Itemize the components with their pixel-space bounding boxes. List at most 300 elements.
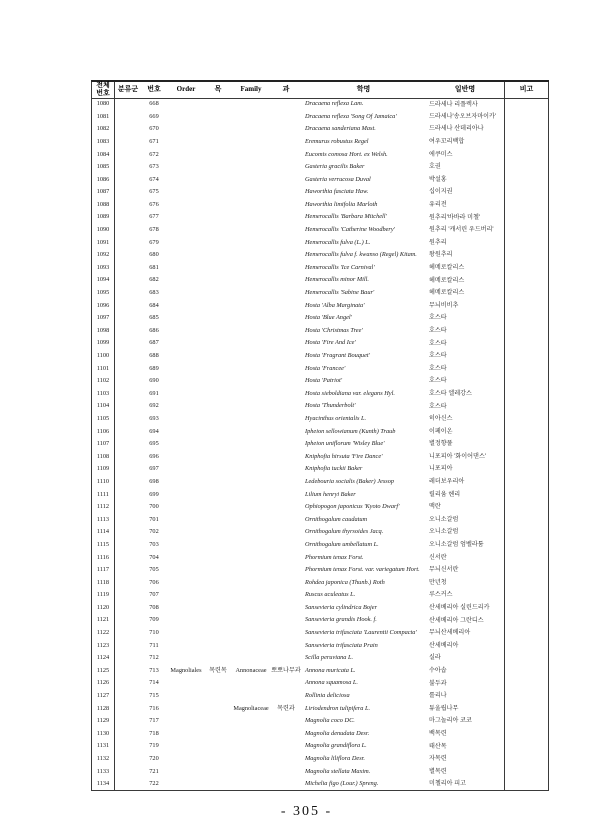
- remarks-cell: [505, 589, 549, 602]
- common-name-cell: 호권: [426, 161, 505, 174]
- no-cell: 671: [149, 137, 159, 145]
- family-cell: [231, 224, 271, 237]
- taxon-group-cell: [115, 375, 142, 388]
- family-kr-cell: [271, 312, 301, 325]
- common-name-cell: 호스타: [426, 312, 505, 325]
- table-row: [92, 211, 549, 224]
- order-cell: [167, 551, 205, 564]
- total-no-cell: 1089: [92, 211, 115, 224]
- common-name-cell: 헤메로칼리스: [426, 274, 505, 287]
- scientific-name-cell: Eucomis comosa Hort. ex Welsh.: [305, 150, 388, 158]
- common-name-cell: 호스타: [426, 400, 505, 413]
- order-kr-cell: [205, 627, 231, 640]
- remarks-cell: [505, 652, 549, 665]
- order-kr-cell: [205, 728, 231, 741]
- remarks-cell: [505, 249, 549, 262]
- remarks-cell: [505, 237, 549, 250]
- scientific-name-cell: Ornithogalum caudatum: [305, 515, 368, 523]
- order-cell: [167, 98, 205, 111]
- family-cell: [231, 400, 271, 413]
- order-kr-cell: [205, 337, 231, 350]
- order-cell: [167, 211, 205, 224]
- order-cell: [167, 375, 205, 388]
- order-kr-cell: [205, 677, 231, 690]
- remarks-cell: [505, 362, 549, 375]
- family-kr-cell: [271, 325, 301, 338]
- common-name-cell: 원추리 '캐서린 우드버리': [426, 224, 505, 237]
- family-kr-cell: [271, 551, 301, 564]
- order-cell: [167, 640, 205, 653]
- family-cell: [231, 488, 271, 501]
- taxon-group-cell: [115, 614, 142, 627]
- family-cell: [231, 577, 271, 590]
- order-cell: [167, 451, 205, 464]
- no-cell: 678: [149, 226, 159, 234]
- total-no-cell: 1117: [92, 564, 115, 577]
- table-header-row: [92, 81, 549, 98]
- family-kr-cell: [271, 690, 301, 703]
- taxon-group-cell: [115, 539, 142, 552]
- table-row: [92, 300, 549, 313]
- no-cell: 705: [149, 566, 159, 574]
- family-cell: [231, 287, 271, 300]
- total-no-cell: 1129: [92, 715, 115, 728]
- order-kr-cell: [205, 186, 231, 199]
- remarks-cell: [505, 438, 549, 451]
- remarks-cell: [505, 577, 549, 590]
- family-kr-cell: [271, 388, 301, 401]
- table-row: [92, 514, 549, 527]
- common-name-cell: 실라: [426, 652, 505, 665]
- family-cell: [231, 249, 271, 262]
- common-name-cell: 드라세나'송오브자마이카': [426, 111, 505, 124]
- table-row: [92, 161, 549, 174]
- scientific-name-cell: Gasteria verrucosa Duval: [305, 175, 371, 183]
- no-cell: 698: [149, 477, 159, 485]
- order-kr-cell: [205, 715, 231, 728]
- family-kr-cell: [271, 526, 301, 539]
- taxon-group-cell: [115, 211, 142, 224]
- taxon-group-cell: [115, 564, 142, 577]
- common-name-cell: 레더보우리아: [426, 476, 505, 489]
- table-row: [92, 715, 549, 728]
- common-name-cell: 미첼리아 피고: [426, 778, 505, 791]
- scientific-name-cell: Rollinia deliciosa: [305, 692, 350, 700]
- no-cell: 683: [149, 289, 159, 297]
- family-cell: [231, 325, 271, 338]
- remarks-cell: [505, 677, 549, 690]
- total-no-cell: 1090: [92, 224, 115, 237]
- common-name-cell: 니포피아: [426, 463, 505, 476]
- family-cell: [231, 765, 271, 778]
- no-cell: 681: [149, 263, 159, 271]
- scientific-name-cell: Ornithogalum thyrsoides Jacq.: [305, 528, 384, 536]
- family-cell: [231, 589, 271, 602]
- order-kr-cell: [205, 703, 231, 716]
- taxon-group-cell: [115, 715, 142, 728]
- scientific-name-cell: Hemerocallis 'Barbara Mitchell': [305, 213, 387, 221]
- remarks-cell: [505, 211, 549, 224]
- table-row: [92, 652, 549, 665]
- order-cell: [167, 438, 205, 451]
- family-kr-cell: [271, 123, 301, 136]
- family-cell: [231, 715, 271, 728]
- no-cell: 670: [149, 125, 159, 133]
- order-cell: [167, 337, 205, 350]
- remarks-cell: [505, 123, 549, 136]
- order-cell: [167, 287, 205, 300]
- common-name-cell: 호스타: [426, 375, 505, 388]
- taxon-group-cell: [115, 665, 142, 678]
- order-cell: [167, 539, 205, 552]
- family-cell: [231, 337, 271, 350]
- order-cell: [167, 703, 205, 716]
- scientific-name-cell: Hosta 'Blue Angel': [305, 314, 352, 322]
- order-kr-cell: [205, 463, 231, 476]
- family-kr-cell: [271, 237, 301, 250]
- taxon-group-cell: [115, 362, 142, 375]
- table-row: [92, 312, 549, 325]
- remarks-cell: [505, 614, 549, 627]
- family-cell: [231, 388, 271, 401]
- total-no-cell: 1084: [92, 148, 115, 161]
- remarks-cell: [505, 287, 549, 300]
- order-kr-cell: [205, 123, 231, 136]
- table-row: [92, 287, 549, 300]
- family-kr-cell: [271, 728, 301, 741]
- family-kr-cell: [271, 740, 301, 753]
- family-kr-cell: [271, 413, 301, 426]
- taxon-group-cell: [115, 413, 142, 426]
- family-kr-cell: [271, 677, 301, 690]
- total-no-cell: 1133: [92, 765, 115, 778]
- order-kr-cell: [205, 211, 231, 224]
- taxon-group-cell: [115, 111, 142, 124]
- no-cell: 669: [149, 112, 159, 120]
- order-kr-cell: [205, 287, 231, 300]
- total-no-cell: 1102: [92, 375, 115, 388]
- scientific-name-cell: Gasteria gracilis Baker: [305, 163, 365, 171]
- scientific-name-cell: Phormium tenax Forst. var. variegatum Hort.: [305, 566, 420, 574]
- scientific-name-cell: Magnolia coco DC.: [305, 717, 355, 725]
- family-kr-cell: [271, 174, 301, 187]
- species-table-body: [92, 98, 549, 791]
- no-cell: 697: [149, 465, 159, 473]
- order-cell: [167, 463, 205, 476]
- common-name-cell: 태산목: [426, 740, 505, 753]
- table-row: [92, 337, 549, 350]
- common-name-cell: 무늬산세베리아: [426, 627, 505, 640]
- order-cell: [167, 425, 205, 438]
- no-cell: 695: [149, 440, 159, 448]
- order-kr-cell: [205, 602, 231, 615]
- order-cell: [167, 186, 205, 199]
- taxon-group-cell: [115, 589, 142, 602]
- common-name-cell: 산세베리아: [426, 640, 505, 653]
- common-name-cell: 호스타: [426, 337, 505, 350]
- total-no-cell: 1121: [92, 614, 115, 627]
- family-cell: [231, 551, 271, 564]
- order-cell: [167, 765, 205, 778]
- remarks-cell: [505, 451, 549, 464]
- order-cell: [167, 123, 205, 136]
- common-name-cell: 헤메로칼리스: [426, 287, 505, 300]
- remarks-cell: [505, 98, 549, 111]
- remarks-cell: [505, 488, 549, 501]
- common-name-cell: 오니소갈럼 엄벨라툼: [426, 539, 505, 552]
- remarks-cell: [505, 350, 549, 363]
- order-kr-cell: [205, 425, 231, 438]
- family-kr-cell: [271, 211, 301, 224]
- family-cell: [231, 614, 271, 627]
- taxon-group-cell: [115, 690, 142, 703]
- table-row: [92, 589, 549, 602]
- total-no-cell: 1131: [92, 740, 115, 753]
- family-kr-cell: [271, 186, 301, 199]
- order-kr-cell: [205, 98, 231, 111]
- family-kr-cell: [271, 136, 301, 149]
- family-kr-cell: [271, 715, 301, 728]
- no-cell: 682: [149, 276, 159, 284]
- order-cell: [167, 325, 205, 338]
- no-cell: 713: [149, 666, 159, 674]
- table-row: [92, 703, 549, 716]
- scientific-name-cell: Ruscus aculeatus L.: [305, 591, 356, 599]
- scientific-name-cell: Magnolia liliflora Desr.: [305, 755, 365, 763]
- taxon-group-cell: [115, 753, 142, 766]
- order-kr-cell: [205, 199, 231, 212]
- table-row: [92, 186, 549, 199]
- table-row: [92, 640, 549, 653]
- total-no-cell: 1108: [92, 451, 115, 464]
- taxon-group-cell: [115, 400, 142, 413]
- order-kr-cell: [205, 262, 231, 275]
- order-kr-cell: [205, 640, 231, 653]
- taxon-group-cell: [115, 463, 142, 476]
- total-no-cell: 1085: [92, 161, 115, 174]
- family-kr-cell: [271, 287, 301, 300]
- family-cell: [231, 476, 271, 489]
- common-name-cell: 무늬비비추: [426, 300, 505, 313]
- taxon-group-cell: [115, 98, 142, 111]
- family-cell: [231, 300, 271, 313]
- taxon-group-cell: [115, 703, 142, 716]
- order-cell: [167, 589, 205, 602]
- taxon-group-cell: [115, 312, 142, 325]
- family-kr-cell: [271, 627, 301, 640]
- order-kr-cell: [205, 438, 231, 451]
- scientific-name-cell: Dracaena reflexa 'Song Of Jamaica': [305, 112, 397, 120]
- order-cell: [167, 148, 205, 161]
- family-kr-cell: [271, 652, 301, 665]
- order-kr-cell: [205, 501, 231, 514]
- family-kr-cell: [271, 514, 301, 527]
- no-cell: 688: [149, 352, 159, 360]
- no-cell: 673: [149, 163, 159, 171]
- order-kr-cell: [205, 740, 231, 753]
- total-no-cell: 1132: [92, 753, 115, 766]
- remarks-cell: [505, 539, 549, 552]
- common-name-cell: 원추리'바바라 미첼': [426, 211, 505, 224]
- table-row: [92, 753, 549, 766]
- common-name-cell: 오니소갈럼: [426, 514, 505, 527]
- family-cell: [231, 98, 271, 111]
- order-kr-cell: [205, 614, 231, 627]
- order-cell: [167, 224, 205, 237]
- order-kr-cell: [205, 690, 231, 703]
- no-cell: 700: [149, 503, 159, 511]
- common-name-cell: 에쿠미스: [426, 148, 505, 161]
- scientific-name-cell: Kniphofia hirsuta 'Fire Dance': [305, 452, 383, 460]
- total-no-cell: 1113: [92, 514, 115, 527]
- total-no-cell: 1098: [92, 325, 115, 338]
- order-cell: [167, 262, 205, 275]
- total-no-cell: 1123: [92, 640, 115, 653]
- order-kr-cell: [205, 753, 231, 766]
- order-kr-cell: [205, 778, 231, 791]
- family-cell: [231, 690, 271, 703]
- family-kr-cell: [271, 476, 301, 489]
- order-cell: [167, 652, 205, 665]
- total-no-cell: 1101: [92, 362, 115, 375]
- scientific-name-cell: Hosta 'Christmas Tree': [305, 326, 363, 334]
- scientific-name-cell: Hosta 'Fragrant Bouquet': [305, 352, 370, 360]
- order-cell: [167, 614, 205, 627]
- order-kr-cell: [205, 224, 231, 237]
- no-cell: 710: [149, 629, 159, 637]
- scientific-name-cell: Hosta 'Francee': [305, 364, 346, 372]
- table-row: [92, 740, 549, 753]
- family-cell: [231, 740, 271, 753]
- family-cell: [231, 501, 271, 514]
- order-cell: [167, 677, 205, 690]
- remarks-cell: [505, 161, 549, 174]
- family-kr-cell: [271, 111, 301, 124]
- table-row: [92, 111, 549, 124]
- no-cell: 720: [149, 755, 159, 763]
- order-cell: [167, 740, 205, 753]
- total-no-cell: 1109: [92, 463, 115, 476]
- family-kr-cell: [271, 350, 301, 363]
- total-no-cell: 1082: [92, 123, 115, 136]
- remarks-cell: [505, 476, 549, 489]
- order-cell: [167, 111, 205, 124]
- no-cell: 708: [149, 603, 159, 611]
- scientific-name-cell: Annona muricata L.: [305, 666, 356, 674]
- taxon-group-cell: [115, 778, 142, 791]
- remarks-cell: [505, 413, 549, 426]
- table-row: [92, 728, 549, 741]
- table-row: [92, 564, 549, 577]
- taxon-group-cell: [115, 602, 142, 615]
- table-row: [92, 224, 549, 237]
- family-kr-cell: [271, 614, 301, 627]
- table-row: [92, 375, 549, 388]
- no-cell: 721: [149, 767, 159, 775]
- remarks-cell: [505, 325, 549, 338]
- table-row: [92, 602, 549, 615]
- scientific-name-cell: Haworthia fasciata Haw.: [305, 188, 369, 196]
- family-kr-cell: [271, 602, 301, 615]
- family-kr-cell: [271, 451, 301, 464]
- table-row: [92, 262, 549, 275]
- table-row: [92, 551, 549, 564]
- family-cell: [231, 413, 271, 426]
- no-cell: 719: [149, 742, 159, 750]
- remarks-cell: [505, 526, 549, 539]
- family-kr-cell: [271, 262, 301, 275]
- scientific-name-cell: Eremurus robustus Regel: [305, 137, 369, 145]
- scientific-name-cell: Dracaena reflexa Lam.: [305, 100, 364, 108]
- order-cell: [167, 388, 205, 401]
- total-no-cell: 1111: [92, 488, 115, 501]
- order-kr-cell: [205, 526, 231, 539]
- total-no-cell: 1130: [92, 728, 115, 741]
- family-cell: [231, 463, 271, 476]
- header-family: Family: [231, 81, 271, 98]
- table-row: [92, 237, 549, 250]
- family-cell: [231, 753, 271, 766]
- remarks-cell: [505, 514, 549, 527]
- scientific-name-cell: Magnolia denudata Desr.: [305, 729, 370, 737]
- total-no-cell: 1112: [92, 501, 115, 514]
- table-row: [92, 136, 549, 149]
- family-kr-cell: [271, 224, 301, 237]
- common-name-cell: 이페이온: [426, 425, 505, 438]
- order-kr-cell: [205, 765, 231, 778]
- table-row: [92, 451, 549, 464]
- remarks-cell: [505, 703, 549, 716]
- family-cell: [231, 514, 271, 527]
- family-kr-cell: [271, 564, 301, 577]
- table-row: [92, 677, 549, 690]
- no-cell: 704: [149, 553, 159, 561]
- taxon-group-cell: [115, 501, 142, 514]
- common-name-cell: 여우꼬리백합: [426, 136, 505, 149]
- order-kr-cell: [205, 514, 231, 527]
- common-name-cell: 니포피아 '화이어댄스': [426, 451, 505, 464]
- order-cell: [167, 728, 205, 741]
- taxon-group-cell: [115, 300, 142, 313]
- remarks-cell: [505, 551, 549, 564]
- no-cell: 691: [149, 389, 159, 397]
- table-row: [92, 400, 549, 413]
- header-common-name: 일반명: [426, 81, 505, 98]
- scientific-name-cell: Hosta sieboldiana var. elegans Hyl.: [305, 389, 395, 397]
- no-cell: 675: [149, 188, 159, 196]
- scientific-name-cell: Hemerocallis 'Catherine Woodbery': [305, 226, 396, 234]
- scientific-name-cell: Ornithogalum umbellatum L.: [305, 540, 379, 548]
- scientific-name-cell: Lilium henryi Baker: [305, 490, 356, 498]
- scientific-name-cell: Hosta 'Thunderbolt': [305, 402, 356, 410]
- table-row: [92, 665, 549, 678]
- order-cell: [167, 199, 205, 212]
- scientific-name-cell: Sansevieria trifasciata Prain: [305, 641, 378, 649]
- common-name-cell: 왕원추리: [426, 249, 505, 262]
- remarks-cell: [505, 186, 549, 199]
- order-kr-cell: [205, 589, 231, 602]
- total-no-cell: 1128: [92, 703, 115, 716]
- total-no-cell: 1100: [92, 350, 115, 363]
- order-cell: [167, 400, 205, 413]
- family-cell: [231, 564, 271, 577]
- table-row: [92, 350, 549, 363]
- common-name-cell: 호스타: [426, 350, 505, 363]
- scientific-name-cell: Magnolia grandiflora L.: [305, 742, 367, 750]
- order-cell: [167, 602, 205, 615]
- no-cell: 711: [149, 641, 159, 649]
- remarks-cell: [505, 602, 549, 615]
